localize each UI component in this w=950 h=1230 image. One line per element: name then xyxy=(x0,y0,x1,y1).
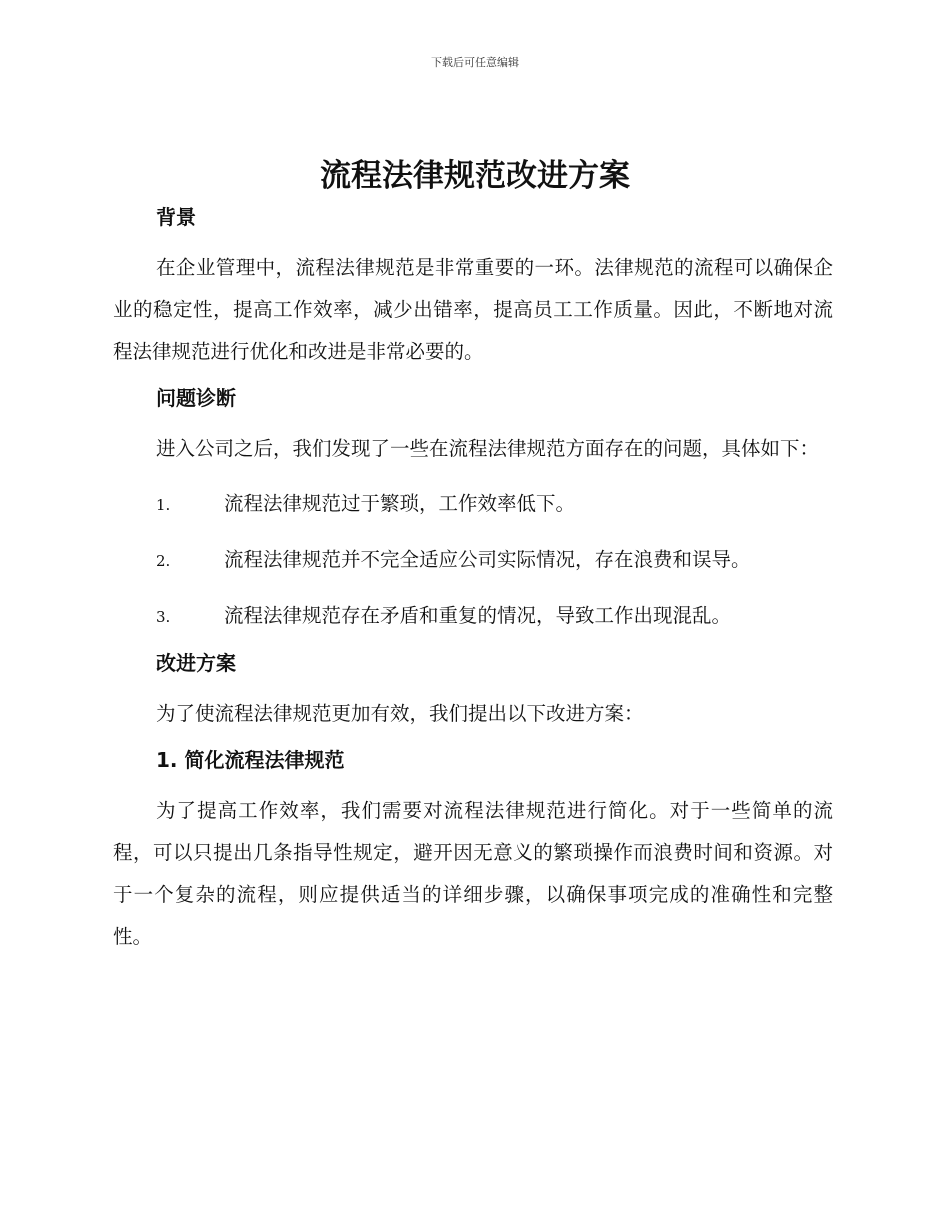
list-item xyxy=(113,595,833,638)
list-item xyxy=(113,483,833,526)
section-heading-diagnosis: 问题诊断 xyxy=(156,386,236,410)
list-item xyxy=(113,539,833,582)
list-item-text: 流程法律规范过于繁琐，工作效率低下。 xyxy=(224,492,576,515)
list-item-number: 2. xyxy=(156,552,171,570)
list-item-number: 1. xyxy=(156,496,171,514)
page-header: 下载后可任意编辑 xyxy=(431,56,519,69)
document-body xyxy=(113,200,833,958)
subsection-heading-simplify: 1. 简化流程法律规范 xyxy=(156,748,345,772)
list-item-text: 流程法律规范并不完全适应公司实际情况，存在浪费和误导。 xyxy=(224,548,751,571)
simplify-paragraph: 为了提高工作效率，我们需要对流程法律规范进行简化。对于一些简单的流程，可以只提出几条指导性规定，避开因无意义的繁琐操作而浪费时间和资源。对于一个复杂的流程，则应提供适当的详细步骤，以确保事项完成的准确性和完整性。 xyxy=(113,799,833,948)
diagnosis-paragraph: 进入公司之后，我们发现了一些在流程法律规范方面存在的问题，具体如下： xyxy=(156,437,820,460)
list-item-number: 3. xyxy=(156,608,171,626)
background-paragraph: 在企业管理中，流程法律规范是非常重要的一环。法律规范的流程可以确保企业的稳定性，提高工作效率，减少出错率，提高员工工作质量。因此，不断地对流程法律规范进行优化和改进是非常必要的。 xyxy=(113,256,833,363)
section-heading-background: 背景 xyxy=(156,205,196,229)
list-item-text: 流程法律规范存在矛盾和重复的情况，导致工作出现混乱。 xyxy=(224,604,732,627)
document-title: 流程法律规范改进方案 xyxy=(320,158,630,194)
improvement-intro: 为了使流程法律规范更加有效，我们提出以下改进方案： xyxy=(156,702,644,725)
section-heading-improvement: 改进方案 xyxy=(156,651,236,675)
